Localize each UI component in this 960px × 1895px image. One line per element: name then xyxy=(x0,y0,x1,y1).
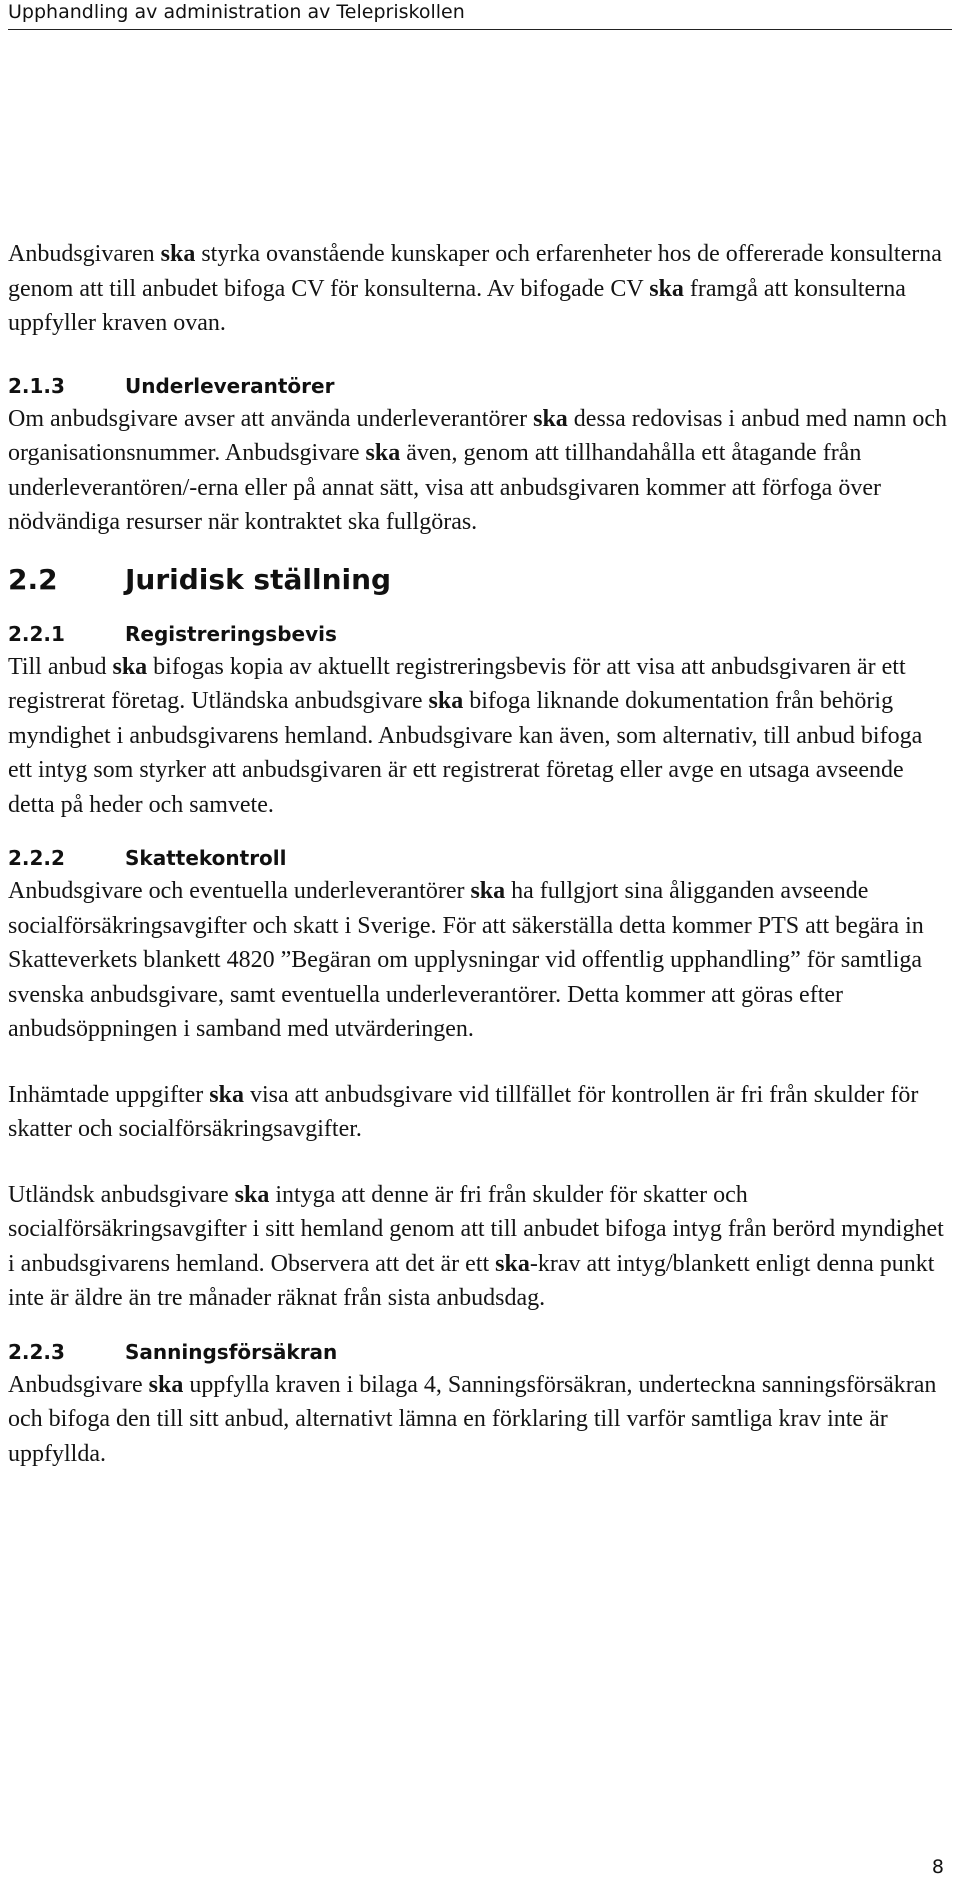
text-run: Anbudsgivaren xyxy=(8,241,161,267)
text-run: Till anbud xyxy=(8,653,113,680)
text-run: dessa redovisas i anbud med namn och organisationsnummer. Anbudsgivare xyxy=(8,405,948,466)
page-number: 8 xyxy=(931,1856,944,1878)
text-run: bifoga liknande dokumentation från behörig myndighet i anbudsgivarens hemland. Anbudsgivare kan även, som alternativ, till anbud bifoga ett intyg som styrker att anbudsgivaren är ett registrerat företag eller avge en utsaga avseende detta på heder och samvete. xyxy=(8,688,923,818)
text-run: Anbudsgivare xyxy=(8,1371,149,1398)
text-run: -krav att intyg/blankett enligt denna punkt inte är äldre än tre månader räknat från sista anbudsdag. xyxy=(8,1250,935,1311)
emphasis-ska: ska xyxy=(160,241,196,267)
heading-underleverantorer xyxy=(8,372,952,400)
text-run: styrka ovanstående kunskaper och erfarenheter hos de offererade konsulterna genom att till anbudet bifoga CV för konsulterna. Av bifogade CV xyxy=(8,241,942,302)
emphasis-ska: ska xyxy=(148,1371,184,1398)
registreringsbevis-paragraph xyxy=(8,650,952,823)
text-run: Utländsk anbudsgivare xyxy=(8,1181,235,1208)
heading-sanningsforsakran xyxy=(8,1338,952,1366)
text-run: framgå att konsulterna uppfyller kraven ovan. xyxy=(8,275,906,336)
heading-registreringsbevis xyxy=(8,620,952,648)
document-body xyxy=(8,237,952,1471)
sanningsforsakran-paragraph xyxy=(8,1368,952,1472)
emphasis-ska: ska xyxy=(649,275,684,302)
emphasis-ska: ska xyxy=(234,1181,270,1208)
emphasis-ska: ska xyxy=(365,440,401,466)
text-run: Inhämtade uppgifter xyxy=(8,1081,210,1108)
section-number: 2.1.3 xyxy=(8,373,65,398)
skattekontroll-paragraph-2 xyxy=(8,1078,952,1147)
underleverantorer-paragraph xyxy=(8,402,952,540)
text-run: intyga att denne är fri från skulder för skatter och socialförsäkringsavgifter i sitt hemland genom att till anbudet bifoga intyg från berörd myndighet i anbudsgivarens hemland. Observera att det är ett xyxy=(8,1181,944,1277)
text-run: ha fullgjort sina åligganden avseende socialförsäkringsavgifter och skatt i Sverige. För att säkerställa detta kommer PTS att begära in Skatteverkets blankett 4820 ”Begäran om upplysningar vid offentlig upphandling” för samtliga svenska anbudsgivare, samt eventuella underleverantörer. Detta kommer att göras efter anbudsöppningen i samband med utvärderingen. xyxy=(8,878,924,1042)
section-title: Underleverantörer xyxy=(125,373,335,398)
emphasis-ska: ska xyxy=(533,405,568,432)
heading-skattekontroll xyxy=(8,844,952,872)
text-run: Om anbudsgivare avser att använda underleverantörer xyxy=(8,405,534,432)
section-title: Registreringsbevis xyxy=(125,621,337,646)
text-run: uppfylla kraven i bilaga 4, Sanningsförsäkran, underteckna sanningsförsäkran och bifoga den till sitt anbud, alternativt lämna en förklaring till varför samtliga krav inte är uppfyllda. xyxy=(8,1371,937,1467)
section-title: Skattekontroll xyxy=(125,846,287,870)
intro-paragraph xyxy=(8,237,952,341)
section-title: Juridisk ställning xyxy=(125,562,392,596)
text-run: visa att anbudsgivare vid tillfället för kontrollen är fri från skulder för skatter och socialförsäkringsavgifter. xyxy=(8,1081,919,1142)
document-title: Upphandling av administration av Telepriskollen xyxy=(8,1,465,23)
section-number: 2.2 xyxy=(8,562,58,596)
section-number: 2.2.3 xyxy=(8,1339,65,1364)
emphasis-ska: ska xyxy=(495,1250,530,1277)
section-title: Sanningsförsäkran xyxy=(125,1339,338,1364)
text-run: även, genom att tillhandahålla ett åtagande från underleverantören/-erna eller på annat sätt, visa att anbudsgivaren kommer att förfoga över nödvändiga resurser när kontraktet ska fullgöras. xyxy=(8,440,881,535)
emphasis-ska: ska xyxy=(428,688,464,714)
heading-juridisk-stallning xyxy=(8,562,952,598)
emphasis-ska: ska xyxy=(470,878,506,904)
text-run: bifogas kopia av aktuellt registreringsbevis för att visa att anbudsgivaren är ett registrerat företag. Utländska anbudsgivare xyxy=(8,653,906,714)
skattekontroll-paragraph-3 xyxy=(8,1178,952,1316)
emphasis-ska: ska xyxy=(209,1081,244,1108)
page-header xyxy=(8,0,952,30)
skattekontroll-paragraph-1 xyxy=(8,874,952,1047)
emphasis-ska: ska xyxy=(112,653,148,680)
section-number: 2.2.1 xyxy=(8,621,65,646)
text-run: Anbudsgivare och eventuella underleverantörer xyxy=(8,878,471,904)
section-number: 2.2.2 xyxy=(8,846,65,870)
